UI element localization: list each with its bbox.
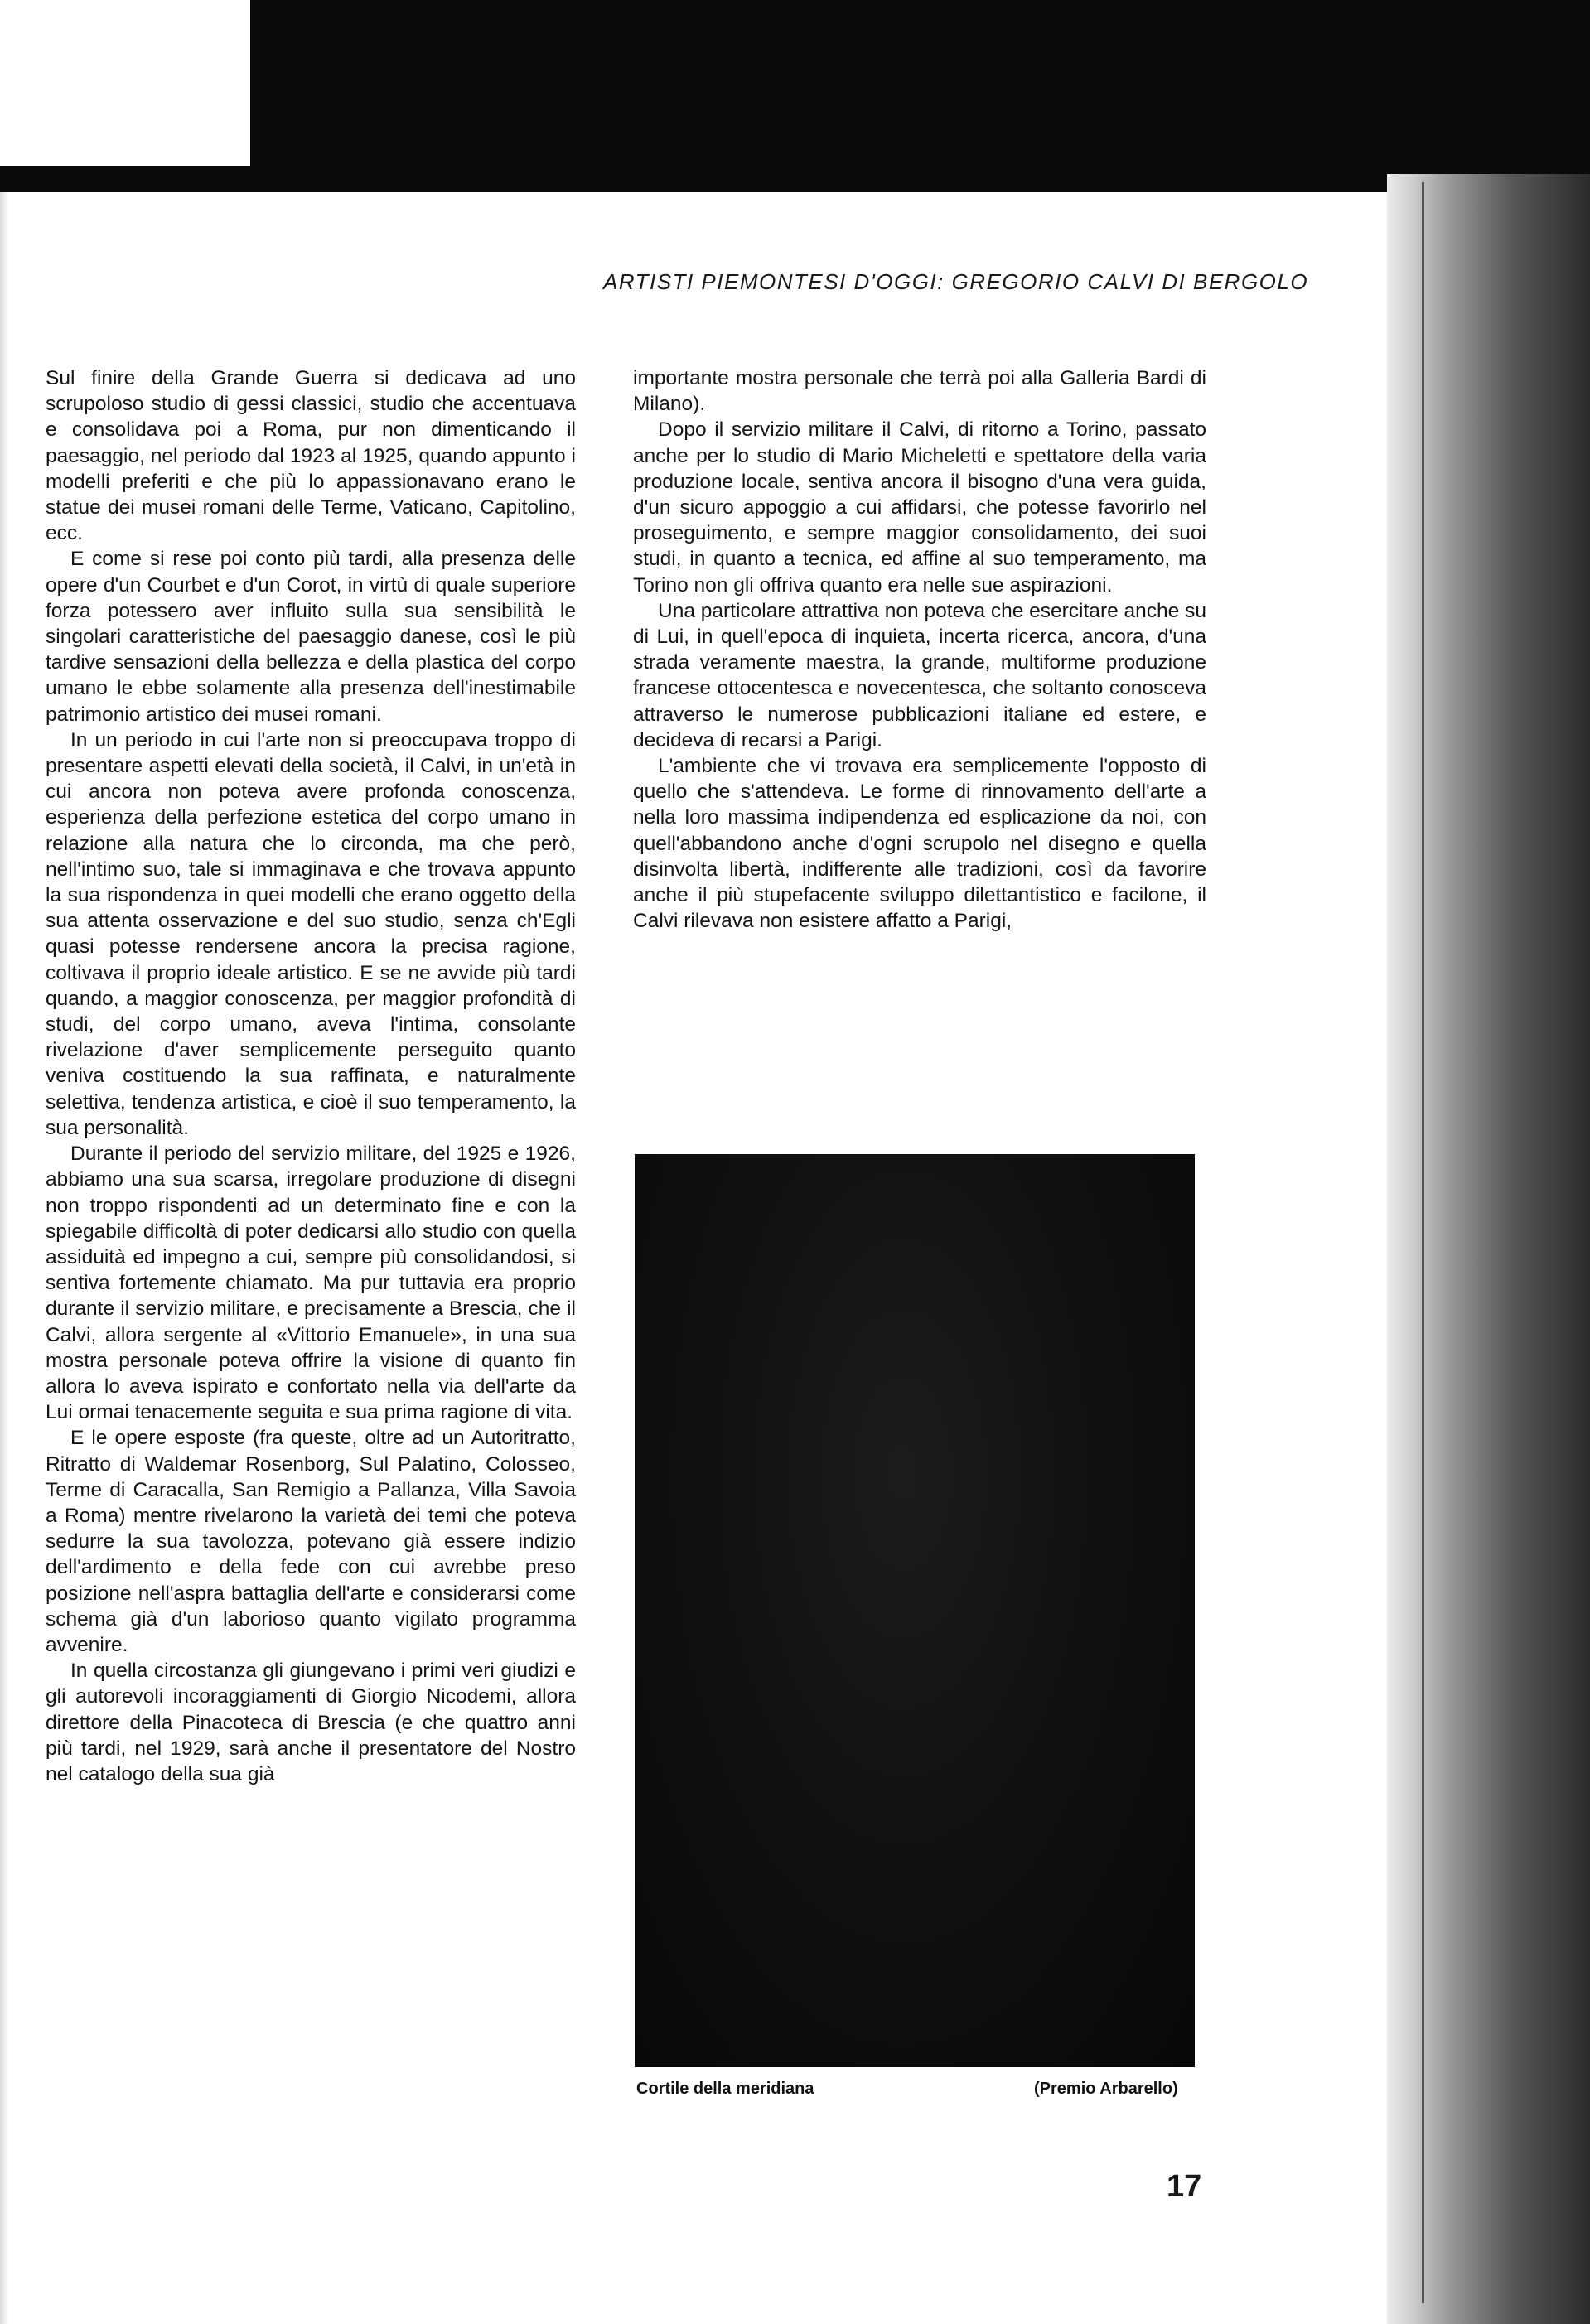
page-number: 17 <box>1167 2169 1202 2204</box>
photo-caption-title: Cortile della meridiana <box>636 2080 814 2098</box>
paragraph: E come si rese poi conto più tardi, alla presenza delle opere d'un Courbet e d'un Corot, in virtù di quale superiore forza potessero aver influito sulla sua sensibilità le singolari caratteristiche del paesaggio danese, così le più tardive sensazioni della bellezza e della plastica del corpo umano le ebbe solamente alla presenza dell'inestimabile patrimonio artistico dei musei romani. <box>46 548 576 726</box>
paragraph: Una particolare attrattiva non poteva che esercitare anche su di Lui, in quell'epoca di inquieta, incerta ricerca, ancora, d'una strada veramente maestra, la grande, multiforme produzione francese ottocentesca e novecentesca, che soltanto conosceva attraverso le numerose pubblicazioni italiane ed estere, e decideva di recarsi a Parigi. <box>633 599 1206 751</box>
right-column <box>633 365 1206 934</box>
paragraph: Durante il periodo del servizio militare, del 1925 e 1926, abbiamo una sua scarsa, irregolare produzione di disegni non troppo rispondenti ad un determinato fine e con la spiegabile difficoltà di poter dedicarsi allo studio con quella assiduità ed impegno a cui, sempre più consolidandosi, si sentiva fortemente chiamato. Ma pur tuttavia era proprio durante il servizio militare, e precisamente a Brescia, che il Calvi, allora sergente al «Vittorio Emanuele», in una sua mostra personale poteva offrire la visione di quanto fin allora lo aveva ispirato e confortato nella via dell'arte da Lui ormai tenacemente seguita e sua prima ragione di vita. <box>46 1143 576 1424</box>
photo-caption-note: (Premio Arbarello) <box>1034 2080 1178 2098</box>
paragraph: importante mostra personale che terrà poi alla Galleria Bardi di Milano). <box>633 367 1206 416</box>
scan-left-edge <box>0 192 8 2324</box>
paragraph: L'ambiente che vi trovava era semplicemente l'opposto di quello che s'attendeva. Le forme di rinnovamento dell'arte a nella loro massima indipendenza ed esplicazione da noi, con quell'abbandono anche d'ogni scrupolo nel disegno e quella disinvolta libertà, indifferente alle tradizioni, così da favorire anche il più stupefacente sviluppo dilettantistico e facilone, il Calvi rilevava non esistere affatto a Parigi, <box>633 755 1206 933</box>
paragraph: In quella circostanza gli giungevano i primi veri giudizi e gli autorevoli incoraggiamenti di Giorgio Nicodemi, allora direttore della Pinacoteca di Brescia (e che quattro anni più tardi, nel 1929, sarà anche il presentatore del Nostro nel catalogo della sua già <box>46 1660 576 1785</box>
paragraph: Sul finire della Grande Guerra si dedicava ad uno scrupoloso studio di gessi classici, studio che accentuava e consolidava poi a Roma, pur non dimenticando il paesaggio, nel periodo dal 1923 al 1925, quando appunto i modelli preferiti e che più lo appassionavano erano le statue dei musei romani delle Terme, Vaticano, Capitolino, ecc. <box>46 367 576 545</box>
painting-photo <box>635 1154 1195 2067</box>
scan-top-corner <box>0 0 250 166</box>
left-column <box>46 365 576 1787</box>
paragraph: In un periodo in cui l'arte non si preoccupava troppo di presentare aspetti elevati della società, il Calvi, in un'età in cui ancora non poteva avere profonda conoscenza, esperienza della perfezione estetica del corpo umano in relazione alla natura che lo circonda, ma che però, nell'intimo suo, tale si immaginava e che trovava appunto la sua rispondenza in quei modelli che erano oggetto della sua attenta osservazione e del suo studio, senza ch'Egli quasi potesse rendersene ancora la precisa ragione, coltivava il proprio ideale artistico. E se ne avvide più tardi quando, a maggior conoscenza, per maggior profondità di studi, del corpo umano, aveva l'intima, consolante rivelazione d'aver semplicemente perseguito quanto veniva costituendo la sua raffinata, e naturalmente selettiva, tendenza artistica, e cioè il suo temperamento, la sua personalità. <box>46 728 576 1139</box>
scan-right-edge <box>1387 174 1590 2324</box>
paragraph: Dopo il servizio militare il Calvi, di ritorno a Torino, passato anche per lo studio di Mario Micheletti e spettatore della varia produzione locale, sentiva ancora il bisogno d'una vera guida, d'un sicuro appoggio a cui affidarsi, che potesse favorirlo nel proseguimento, e sempre maggior consolidamento, dei suoi studi, in quanto a tecnica, ed affine al suo temperamento, ma Torino non gli offriva quanto era nelle sue aspirazioni. <box>633 418 1206 597</box>
running-header: ARTISTI PIEMONTESI D'OGGI: GREGORIO CALVI DI BERGOLO <box>603 269 1309 294</box>
paragraph: E le opere esposte (fra queste, oltre ad un Autoritratto, Ritratto di Waldemar Rosenborg, Sul Palatino, Colosseo, Terme di Caracalla, San Remigio a Pallanza, Villa Savoia a Roma) mentre rivelarono la varietà dei temi che poteva sedurre la sua tavolozza, potevano già essere indizio dell'ardimento e della fede con cui avrebbe preso posizione nell'aspra battaglia dell'arte e considerarsi come schema già d'un laborioso quanto vigilato programma avvenire. <box>46 1427 576 1656</box>
scan-page-edge-line <box>1422 182 1424 2303</box>
